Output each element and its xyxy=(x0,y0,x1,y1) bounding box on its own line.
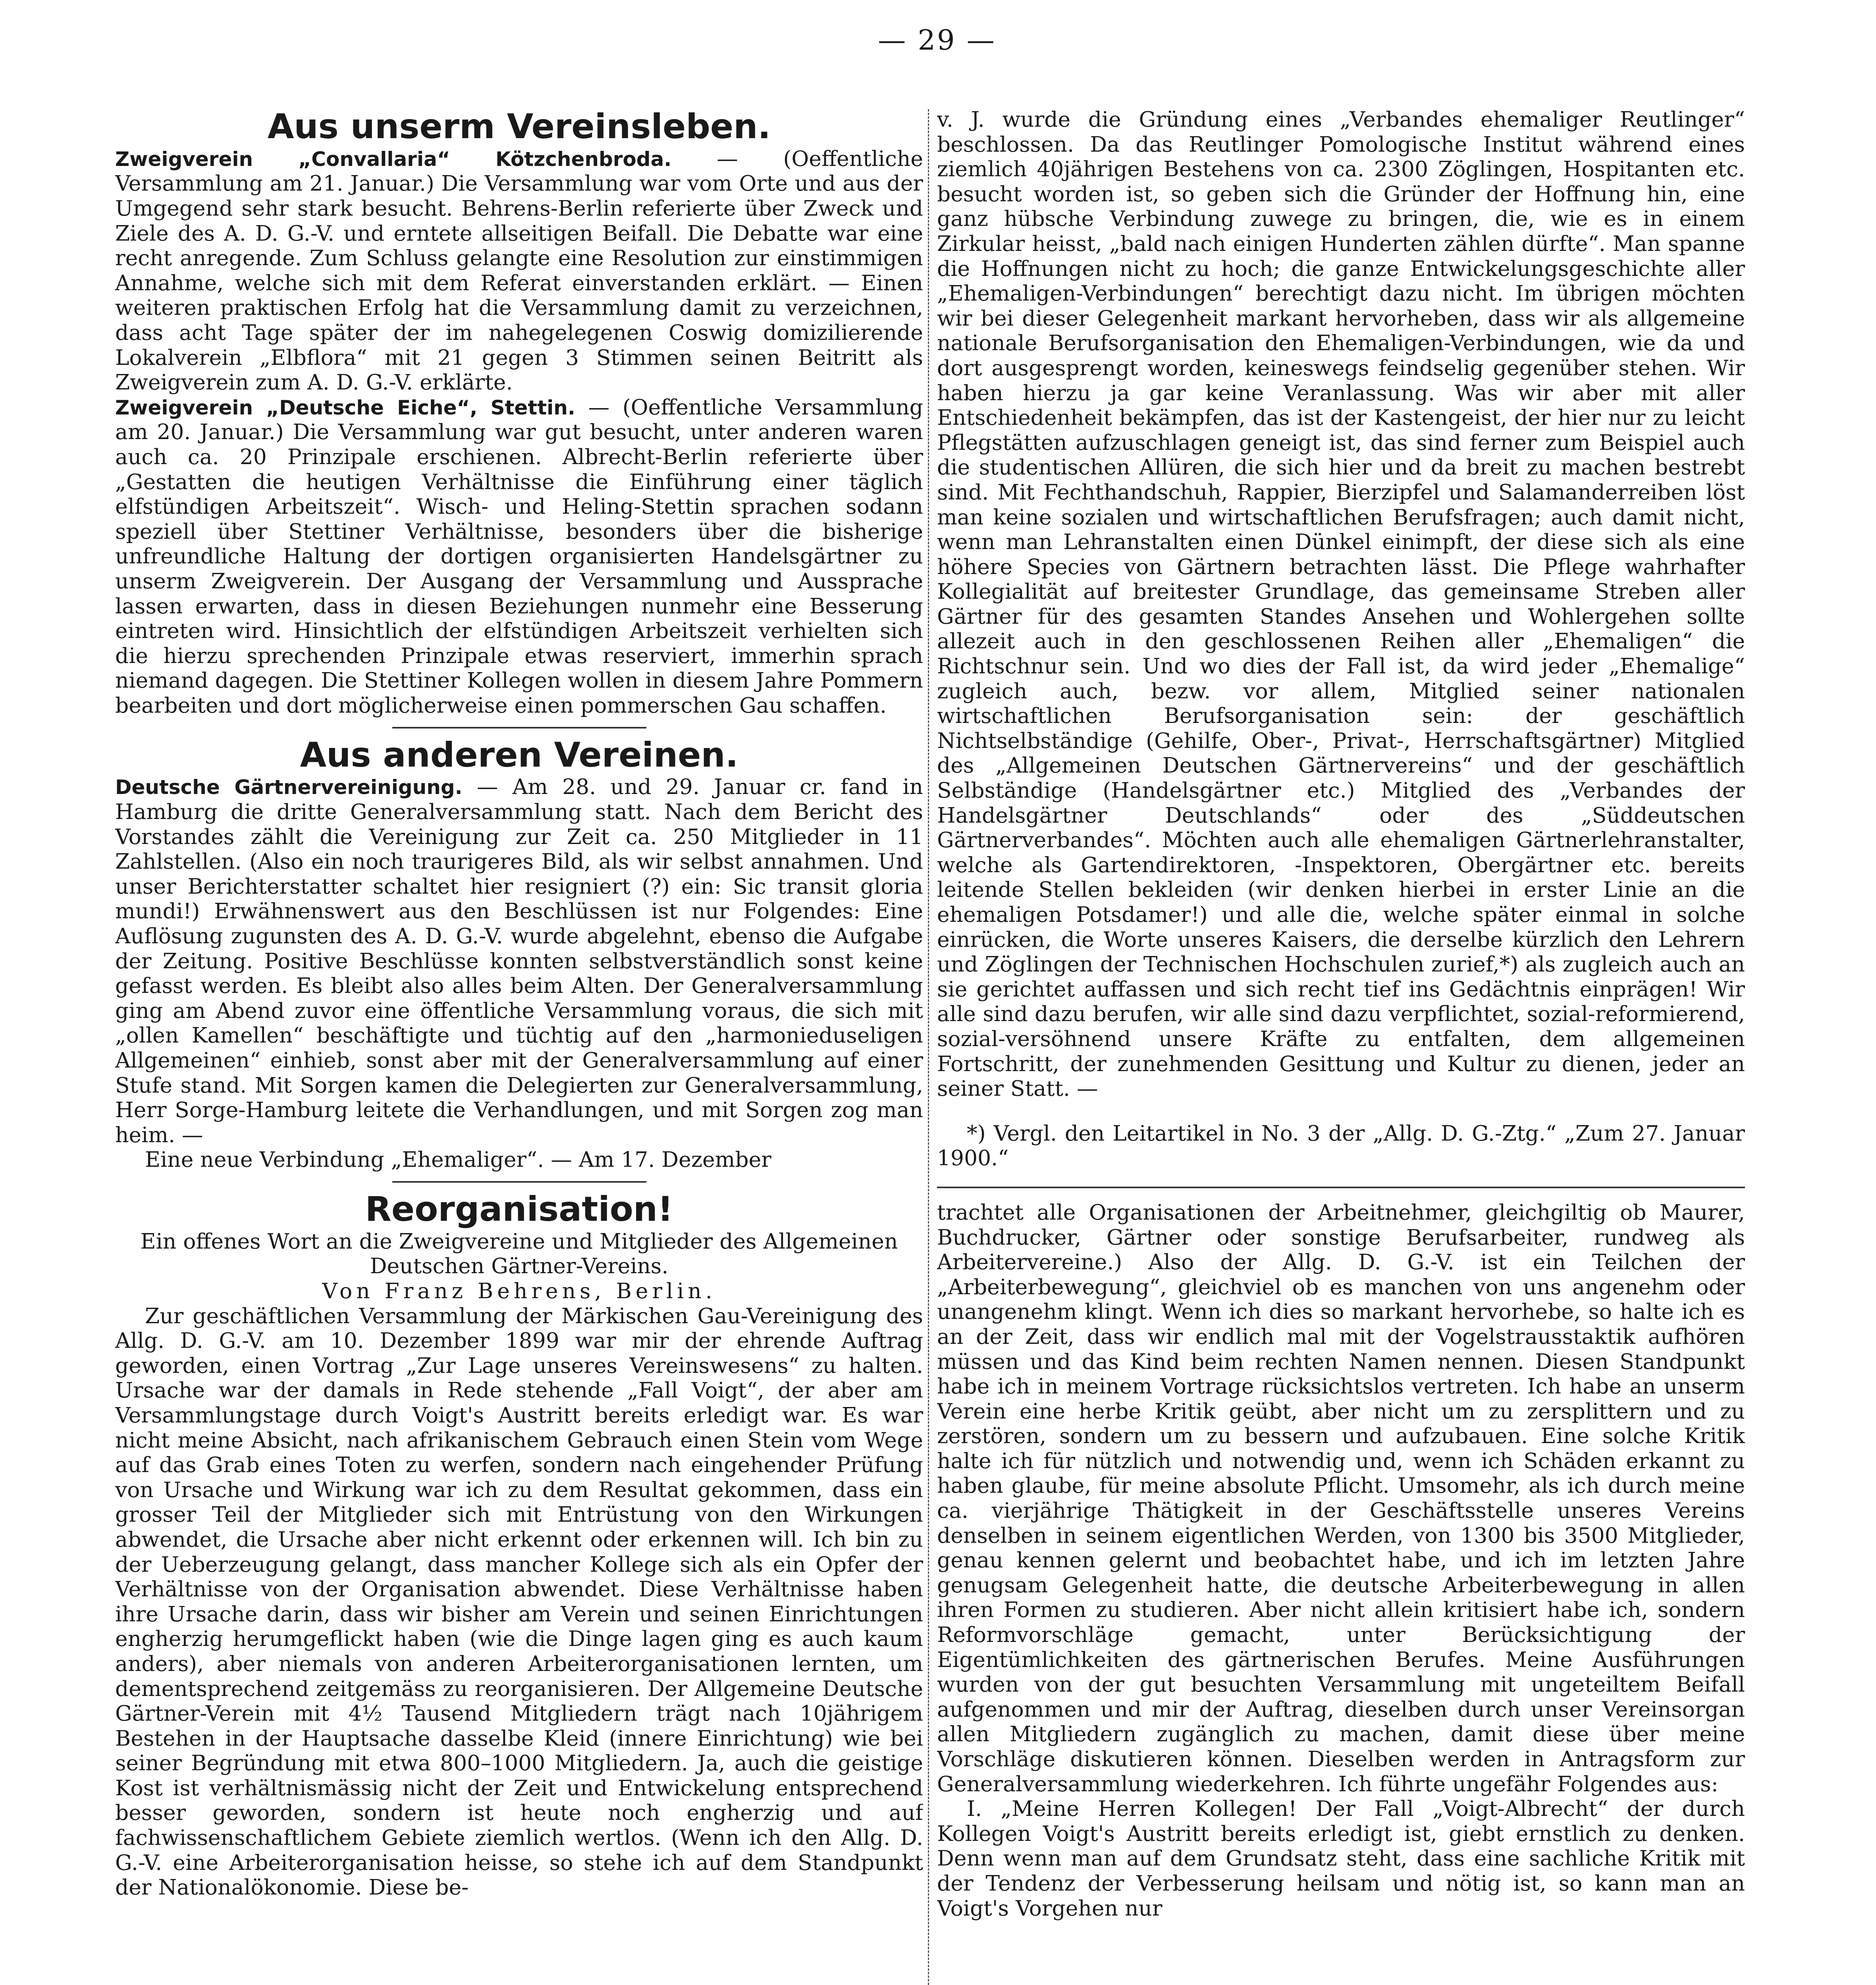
section-rule xyxy=(392,1181,646,1183)
article-lead: Zweigverein „Deutsche Eiche“, Stettin. xyxy=(115,396,575,419)
heading-reorganisation: Reorganisation! xyxy=(365,1189,673,1229)
article-deutsche-eiche xyxy=(115,395,923,718)
article-text: — Am 28. und 29. Januar cr. fand in Hamburg die dritte Generalversammlung statt. Nach dem Bericht des Vorstandes zählt die Vereinigung zur Zeit ca. 250 Mitglieder in 11 Zahlstellen. (Also ein noch traurigeres Bild, als wir selbst annahmen. Und unser Berichterstatter schaltet hier resigniert (?) ein: Sic transit gloria mundi!) Erwähnenswert aus den Beschlüssen ist nur Folgendes: Eine Auflösung zugunsten des A. D. G.-V. wurde abgelehnt, ebenso die Aufgabe der Zeitung. Positive Beschlüsse konnten selbstverständlich sonst keine gefasst werden. Es bleibt also alles beim Alten. Der Generalversammlung ging am Abend zuvor eine öffentliche Versammlung voraus, die sich mit „ollen Kamellen“ beschäftigte und tüchtig auf den „harmonieduseligen Allgemeinen“ einhieb, sonst aber mit der Generalversammlung auf einer Stufe stand. Mit Sorgen kamen die Delegierten zur Generalversammlung, Herr Sorge-Hamburg leitete die Verhandlungen, und mit Sorgen zog man heim. — xyxy=(115,774,923,1147)
page-number: — 29 — xyxy=(878,24,996,56)
article-ehemalige-start: Eine neue Verbindung „Ehemaliger“. — Am 17. Dezember xyxy=(145,1147,771,1172)
reorg-point-1: I. „Meine Herren Kollegen! Der Fall „Voigt-Albrecht“ der durch Kollegen Voigt's Austritt bereits erledigt ist, giebt ernstlich zu denken. Denn wenn man auf dem Grundsatz steht, dass eine sachliche Kritik mit der Tendenz der Verbesserung heilsam und nötig ist, so kann man an Voigt's Vorgehen nur xyxy=(937,1796,1745,1921)
reorg-author: Von Franz Behrens, Berlin. xyxy=(322,1278,716,1304)
left-column xyxy=(115,107,923,1985)
right-column xyxy=(937,107,1745,1985)
heading-andere-vereine: Aus anderen Vereinen. xyxy=(300,735,738,775)
article-lead: Deutsche Gärtnervereinigung. xyxy=(115,776,463,799)
heading-vereinsleben: Aus unserm Vereinsleben. xyxy=(267,107,771,146)
reorg-text-cont: trachtet alle Organisationen der Arbeitnehmer, gleichgiltig ob Maurer, Buchdrucker, Gärtner oder sonstige Berufsarbeiter, rundweg als Arbeitervereine.) Also der Allg. D. G.-V. ist ein Teilchen der „Arbeiterbewegung“, gleichviel ob es manchen von uns angenehm oder unangenehm klingt. Wenn ich dies so markant hervorhebe, so halte ich es an der Zeit, dass wir endlich mal mit der Vogelstrausstaktik aufhören müssen und das Kind beim rechten Namen nennen. Diesen Standpunkt habe ich in meinem Vortrage rücksichtslos vertreten. Ich habe an unserm Verein eine herbe Kritik geübt, aber nicht um zu zersplittern und zu zerstören, sondern um zu bessern und aufzubauen. Eine solche Kritik halte ich für nützlich und notwendig und, wenn ich Schäden erkannt zu haben glaube, für meine absolute Pflicht. Umsomehr, als ich durch meine ca. vierjährige Thätigkeit in der Geschäftsstelle unseres Vereins denselben in seinem eigentlichen Werden, von 1300 bis 3500 Mitglieder, genau kennen gelernt und beobachtet habe, und ich im letzten Jahre genugsam Gelegenheit hatte, die deutsche Arbeiterbewegung in allen ihren Formen zu studieren. Aber nicht allein kritisiert habe ich, sondern Reformvorschläge gemacht, unter Berücksichtigung der Eigentümlichkeiten des gärtnerischen Berufes. Meine Ausführungen wurden von der gut besuchten Versammlung mit ungeteiltem Beifall aufgenommen und mir der Auftrag, dieselben durch unser Vereinsorgan allen Mitgliedern zugänglich zu machen, damit diese über meine Vorschläge diskutieren können. Dieselben werden in Antragsform zur Generalversammlung wiederkehren. Ich führte ungefähr Folgendes aus: xyxy=(937,1199,1745,1796)
article-text: — (Oeffentliche Versammlung am 21. Januar.) Die Versammlung war vom Orte und aus der Umgegend sehr stark besucht. Behrens-Berlin referierte über Zweck und Ziele des A. D. G.-V. und erntete allseitigen Beifall. Die Debatte war eine recht anregende. Zum Schluss gelangte eine Resolution zur einstimmigen Annahme, welche sich mit dem Referat einverstanden erklärt. — Einen weiteren praktischen Erfolg hat die Versammlung damit zu verzeichnen, dass acht Tage später der im nahegelegenen Coswig domizilierende Lokalverein „Elbflora“ mit 21 gegen 3 Stimmen seinen Beitritt als Zweigverein zum A. D. G.-V. erklärte. xyxy=(115,146,923,395)
footnote: *) Vergl. den Leitartikel in No. 3 der „Allg. D. G.-Ztg.“ „Zum 27. Januar 1900.“ xyxy=(937,1120,1745,1171)
section-rule xyxy=(937,1187,1745,1188)
column-divider xyxy=(928,109,929,1985)
article-gaertnervereinigung xyxy=(115,775,923,1147)
article-ehemalige-cont: v. J. wurde die Gründung eines „Verbandes ehemaliger Reutlinger“ beschlossen. Da das Reutlinger Pomologische Institut während eines ziemlich 40jährigen Bestehens von ca. 2300 Zöglingen, Hospitanten etc. besucht worden ist, so geben sich die Gründer der Hoffnung hin, eine ganz hübsche Verbindung zuwege zu bringen, die, wie es in einem Zirkular heisst, „bald nach einigen Hunderten zählen dürfte“. Man spanne die Hoffnungen nicht zu hoch; die ganze Entwickelungsgeschichte aller „Ehemaligen-Verbindungen“ berechtigt dazu nicht. Im übrigen möchten wir bei dieser Gelegenheit markant hervorheben, dass wir als allgemeine nationale Berufsorganisation den Ehemaligen-Verbindungen, wie da und dort ausgesprengt worden, keineswegs feindselig gegenüber stehen. Wir haben hierzu ja gar keine Veranlassung. Was wir aber mit aller Entschiedenheit bekämpfen, das ist der Kastengeist, der hier nur zu leicht Pflegstätten aufzuschlagen geneigt ist, das sind ferner zum Beispiel auch die studentischen Allüren, die sich hier und da breit zu machen bestrebt sind. Mit Fechthandschuh, Rappier, Bierzipfel und Salamanderreiben löst man keine sozialen und wirtschaftlichen Berufsfragen; auch damit nicht, wenn man Lehranstalten einen Dünkel einimpft, der diese sich als eine höhere Species von Gärtnern betrachten lässt. Die Pflege wahrhafter Kollegialität auf breitester Grundlage, das gemeinsame Streben aller Gärtner für des gesamten Standes Ansehen und Wohlergehen sollte allezeit auch in den geschlossenen Reihen aller „Ehemaligen“ die Richtschnur sein. Und wo dies der Fall ist, da wird jeder „Ehemalige“ zugleich auch, bezw. vor allem, Mitglied seiner nationalen wirtschaftlichen Berufsorganisation sein: der geschäftlich Nichtselbständige (Gehilfe, Ober-, Privat-, Herrschaftsgärtner) Mitglied des „Allgemeinen Deutschen Gärtnervereins“ und der geschäftlich Selbständige (Handelsgärtner etc.) Mitglied des „Verbandes der Handelsgärtner Deutschlands“ oder des „Süddeutschen Gärtnerverbandes“. Möchten auch alle ehemaligen Gärtnerlehranstalter, welche als Gartendirektoren, -Inspektoren, Obergärtner etc. bereits leitende Stellen bekleiden (wir denken hierbei in erster Linie an die ehemaligen Potsdamer!) und alle die, welche später einmal in solche einrücken, die Worte unseres Kaisers, die derselbe kürzlich den Lehrern und Zöglingen der Technischen Hochschulen zurief,*) als zugleich auch an sie gerichtet auffassen und sich recht tief ins Gedächtnis einprägen! Wir alle sind dazu berufen, wir alle sind dazu verpflichtet, sozial-reformierend, sozial-versöhnend unsere Kräfte zu entfalten, dem allgemeinen Fortschritt, der zunehmenden Gesittung und Kultur zu dienen, jeder an seiner Statt. — xyxy=(937,107,1745,1101)
reorg-subtitle: Ein offenes Wort an die Zweigvereine und Mitglieder des Allgemeinen Deutschen Gärtner-Vereins. xyxy=(140,1228,898,1279)
article-text: — (Oeffentliche Versammlung am 20. Januar.) Die Versammlung war gut besucht, unter anderen waren auch ca. 20 Prinzipale erschienen. Albrecht-Berlin referierte über „Gestatten die heutigen Verhältnisse die Einführung einer täglich elfstündigen Arbeitszeit“. Wisch- und Heling-Stettin sprachen sodann speziell über Stettiner Verhältnisse, besonders über die bisherige unfreundliche Haltung der dortigen organisierten Handelsgärtner zu unserm Zweigverein. Der Ausgang der Versammlung und Aussprache lassen erwarten, dass in diesen Beziehungen nunmehr eine Besserung eintreten wird. Hinsichtlich der elfstündigen Arbeitszeit verhielten sich die hierzu sprechenden Prinzipale etwas reserviert, immerhin sprach niemand dagegen. Die Stettiner Kollegen wollen in diesem Jahre Pommern bearbeiten und dort möglicherweise einen pommerschen Gau schaffen. xyxy=(115,394,923,718)
section-rule xyxy=(392,727,646,728)
article-convallaria xyxy=(115,146,923,395)
article-lead: Zweigverein „Convallaria“ Kötzchenbroda. xyxy=(115,147,672,171)
reorg-text: Zur geschäftlichen Versammlung der Märkischen Gau-Vereinigung des Allg. D. G.-V. am 10. Dezember 1899 war mir der ehrende Auftrag geworden, einen Vortrag „Zur Lage unseres Vereinswesens“ zu halten. Ursache war der damals in Rede stehende „Fall Voigt“, der aber am Versammlungstage durch Voigt's Austritt bereits erledigt war. Es war nicht meine Absicht, nach afrikanischem Gebrauch einen Stein vom Wege auf das Grab eines Toten zu werfen, sondern nach eingehender Prüfung von Ursache und Wirkung war ich zu dem Resultat gekommen, dass ein grosser Teil der Mitglieder sich mit Entrüstung von den Wirkungen abwendet, die Ursache aber nicht erkennt oder erkennen will. Ich bin zu der Ueberzeugung gelangt, dass mancher Kollege sich als ein Opfer der Verhältnisse von der Organisation abwendet. Diese Verhältnisse haben ihre Ursache darin, dass wir bisher am Verein und seinen Einrichtungen engherzig herumgeflickt haben (wie die Dinge lagen ging es auch kaum anders), aber niemals von anderen Arbeiterorganisationen lernten, um dementsprechend zeitgemäss zu reorganisieren. Der Allgemeine Deutsche Gärtner-Verein mit 4½ Tausend Mitgliedern trägt nach 10jährigem Bestehen in der Hauptsache dasselbe Kleid (innere Einrichtung) wie bei seiner Begründung mit etwa 800–1000 Mitgliedern. Ja, auch die geistige Kost ist verhältnismässig nicht der Zeit und Entwickelung entsprechend besser geworden, sondern ist heute noch engherzig und auf fachwissenschaftlichem Gebiete ziemlich wertlos. (Wenn ich den Allg. D. G.-V. eine Arbeiterorganisation heisse, so stehe ich auf dem Standpunkt der Nationalökonomie. Diese be- xyxy=(115,1303,923,1900)
